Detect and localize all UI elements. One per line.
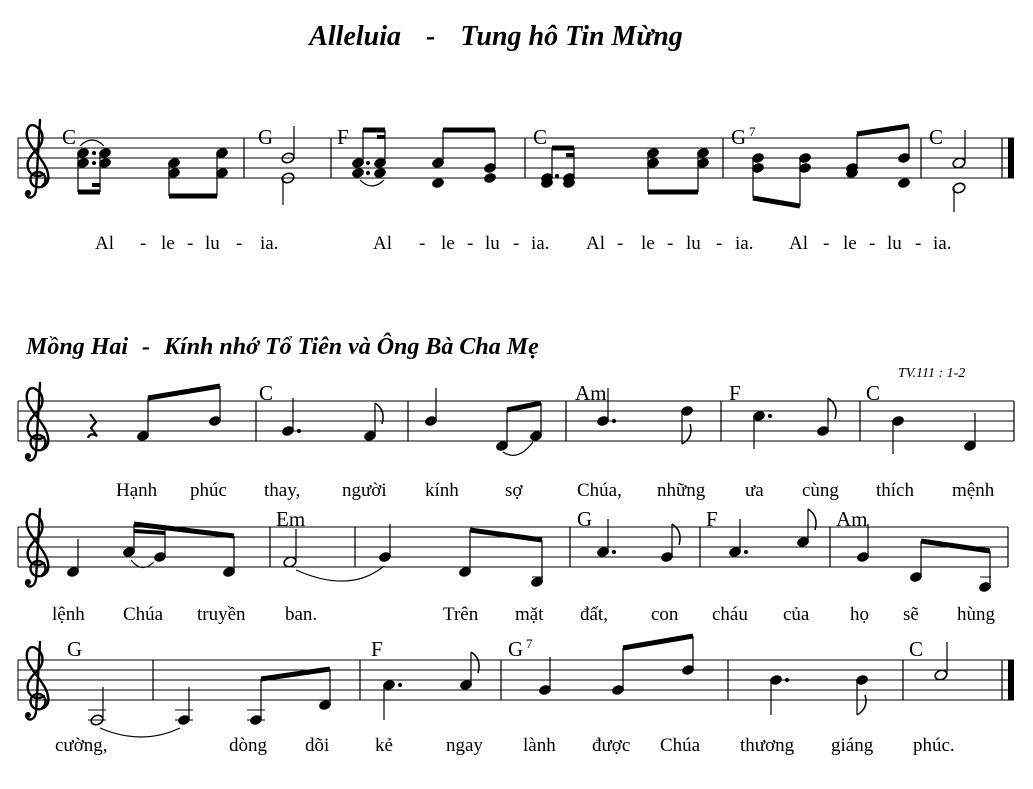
lyric-word: những xyxy=(657,480,706,501)
lyric-syllable: lu xyxy=(485,233,500,254)
lyric-word: cùng xyxy=(802,480,839,501)
lyric-word: sợ xyxy=(505,480,523,501)
song-title-part1: Alleluia xyxy=(309,21,402,52)
lyric-word: của xyxy=(783,604,810,625)
treble-clef-icon xyxy=(25,509,48,586)
chord-symbol: C xyxy=(259,381,274,405)
lyric-word: thích xyxy=(876,480,914,501)
lyric-hyphen: - xyxy=(617,233,624,254)
lyric-hyphen: - xyxy=(236,233,243,254)
chord-symbol: G xyxy=(577,507,593,531)
lyric-hyphen: - xyxy=(869,233,876,254)
song-title-part2: Tung hô Tin Mừng xyxy=(460,21,683,52)
treble-clef-icon xyxy=(25,120,48,197)
chord-symbol: F xyxy=(371,637,383,661)
chord-symbol: C xyxy=(62,125,77,149)
lyric-word: ngay xyxy=(446,735,483,756)
lyric-syllable: le xyxy=(161,233,175,254)
lyric-hyphen: - xyxy=(667,233,674,254)
lyric-syllable: ia. xyxy=(735,233,754,254)
treble-clef-icon xyxy=(25,642,48,719)
system-2 xyxy=(18,381,1014,501)
lyric-word: lệnh xyxy=(52,604,85,625)
system-3 xyxy=(18,507,1008,625)
lyric-word: ban. xyxy=(285,604,318,625)
lyric-syllable: Al xyxy=(789,233,808,254)
chord-symbol: G xyxy=(731,125,747,149)
lyric-word: người xyxy=(342,480,387,501)
chord-symbol: Em xyxy=(276,507,306,531)
treble-clef-icon xyxy=(25,383,48,460)
lyric-word: phúc xyxy=(190,480,227,501)
lyrics-line-2 xyxy=(116,480,995,501)
lyric-syllable: lu xyxy=(205,233,220,254)
lyric-word: hùng xyxy=(957,604,995,625)
lyric-word: mặt xyxy=(515,604,544,625)
lyric-word: mệnh xyxy=(952,480,995,501)
lyric-word: Chúa xyxy=(123,604,164,625)
lyric-syllable: Al xyxy=(373,233,392,254)
svg-text:Alleluia - Tung hô Tin xyxy=(307,21,683,52)
lyric-word: con xyxy=(651,604,679,625)
chord-symbol: C xyxy=(866,381,881,405)
notes-1 xyxy=(76,126,966,212)
lyric-word: họ xyxy=(850,604,869,625)
lyrics-line-3 xyxy=(52,604,996,625)
chord-symbol: G xyxy=(258,125,274,149)
lyric-hyphen: - xyxy=(915,233,922,254)
lyric-word: sẽ xyxy=(903,604,919,625)
verse-title-separator: - xyxy=(142,334,151,360)
lyric-hyphen: - xyxy=(513,233,520,254)
chord-symbol: Am xyxy=(575,381,607,405)
lyric-hyphen: - xyxy=(823,233,830,254)
verse-title-part1: Mồng Hai xyxy=(26,334,129,360)
lyric-word: dõi xyxy=(305,735,330,756)
chord-symbol: C xyxy=(533,125,548,149)
lyric-syllable: le xyxy=(641,233,655,254)
lyric-syllable: le xyxy=(441,233,455,254)
chord-symbol: Am xyxy=(836,507,868,531)
chord-symbol: C xyxy=(929,125,944,149)
lyric-word: giáng xyxy=(831,735,874,756)
verse-title-part2: Kính nhớ Tổ Tiên và Ông Bà Cha Mẹ xyxy=(164,334,539,360)
lyric-word: đất, xyxy=(580,604,608,625)
lyric-hyphen: - xyxy=(467,233,474,254)
lyrics-line-1 xyxy=(95,233,951,254)
lyric-syllable: lu xyxy=(686,233,701,254)
lyric-word: Trên xyxy=(443,604,479,625)
lyric-word: truyền xyxy=(197,604,246,625)
lyric-syllable: le xyxy=(843,233,857,254)
staff-1 xyxy=(18,138,1014,178)
lyric-syllable: lu xyxy=(887,233,902,254)
lyric-syllable: Al xyxy=(95,233,114,254)
lyric-word: dòng xyxy=(229,735,267,756)
lyric-syllable: ia. xyxy=(531,233,550,254)
chord-symbol: G xyxy=(67,637,83,661)
lyric-word: Hạnh xyxy=(116,480,158,501)
lyric-word: cháu xyxy=(712,604,748,625)
lyric-word: phúc. xyxy=(913,735,955,756)
lyric-word: được xyxy=(592,735,631,756)
lyric-hyphen: - xyxy=(140,233,147,254)
scripture-reference: TV.111 : 1-2 xyxy=(898,366,966,381)
lyric-word: lành xyxy=(523,735,556,756)
lyric-word: kính xyxy=(425,480,459,501)
lyric-hyphen: - xyxy=(187,233,194,254)
chord-symbol: C xyxy=(909,637,924,661)
chord-symbol: F xyxy=(706,507,718,531)
lyric-hyphen: - xyxy=(419,233,426,254)
chord-superscript: 7 xyxy=(526,636,533,651)
lyric-word: kẻ xyxy=(375,735,393,756)
system-1 xyxy=(18,120,1014,254)
lyric-syllable: ia. xyxy=(933,233,952,254)
lyric-hyphen: - xyxy=(716,233,723,254)
chord-symbol: G xyxy=(508,637,524,661)
lyric-word: Chúa, xyxy=(577,480,622,501)
lyric-syllable: Al xyxy=(586,233,605,254)
lyric-word: cường, xyxy=(55,735,108,756)
chord-symbol: F xyxy=(729,381,741,405)
chord-symbol: F xyxy=(337,125,349,149)
system-4 xyxy=(18,636,1014,756)
lyric-word: thay, xyxy=(264,480,301,501)
lyric-word: ưa xyxy=(745,480,764,501)
lyric-word: Chúa xyxy=(660,735,701,756)
svg-text:Mồng Hai - Kính nhớ Tổ xyxy=(25,333,539,360)
chord-superscript: 7 xyxy=(749,124,756,139)
lyric-word: thương xyxy=(740,735,795,756)
lyric-syllable: ia. xyxy=(260,233,279,254)
song-title-separator: - xyxy=(426,21,436,52)
lyrics-line-4 xyxy=(55,735,955,756)
